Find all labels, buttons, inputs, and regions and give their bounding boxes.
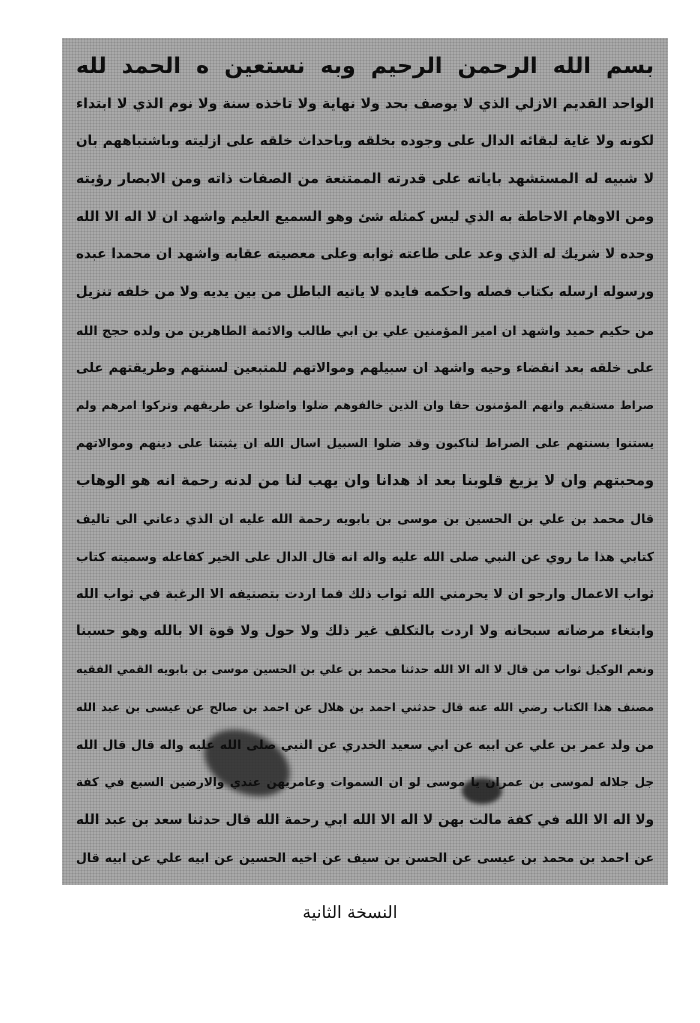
manuscript-line: من حكيم حميد واشهد ان امير المؤمنين علي بن ابي طالب والائمة الطاهرين من ولده حجج الله [76,322,654,338]
manuscript-line: بسم الله الرحمن الرحيم وبه نستعين ه الحمد لله [76,54,654,79]
manuscript-line: عن احمد بن محمد بن عيسى عن الحسن بن سيف عن اخيه الحسين عن ابيه علي عن ابيه قال [76,850,654,866]
manuscript-line: ومن الاوهام الاحاطة به الذي ليس كمثله شئ وهو السميع العليم واشهد ان لا اله الا الله [76,208,654,225]
manuscript-line: ثواب الاعمال وارجو ان لا يحرمني الله ثواب ذلك فما اردت بتصنيفه الا الرغبة في ثواب الله [76,586,654,602]
manuscript-line: صراط مستقيم وانهم المؤمنون حقا وان الذين خالفوهم ضلوا واضلوا عن طريقهم وتركوا امرهم ولم [76,398,654,413]
manuscript-line: الواحد القديم الازلي الذي لا يوصف بحد ولا نهاية ولا تاخذه سنة ولا نوم الذي لا ابتداء [76,95,654,112]
manuscript-text [76,48,654,877]
manuscript-line: ورسوله ارسله بكتاب فصله واحكمه فايده لا ياتيه الباطل من بين يديه ولا من خلفه تنزيل [76,284,654,301]
manuscript-line: كتابي هذا ما روي عن النبي صلى الله عليه واله انه قال الدال على الخير كفاعله وسميته كتاب [76,548,654,564]
manuscript-line: لا شبيه له المستشهد باياته على قدرته الممتنعة من الصفات ذاته ومن الابصار رؤيته [76,171,654,188]
figure-caption: النسخة الثانية [302,903,398,923]
manuscript-line: مصنف هذا الكتاب رضي الله عنه قال حدثني احمد بن هلال عن احمد بن صالح عن عيسى بن عبد الله [76,699,654,714]
manuscript-line: لكونه ولا غاية لبقائه الدال على وجوده بخلقه وباحداث خلقه على ازليته وباشتباههم بان [76,133,654,150]
manuscript-line: يستنوا بسنتهم على الصراط لناكبون وقد ضلوا السبيل اسال الله ان يثبتنا على دينهم وموالاتهم [76,435,654,450]
manuscript-line: ولا اله الا الله في كفة مالت بهن لا اله الا الله ابي رحمة الله قال حدثنا سعد بن عبد الله [76,811,654,828]
manuscript-page-image [62,38,668,885]
manuscript-line: ومحبتهم وان لا يزيغ قلوبنا بعد اذ هدانا وان يهب لنا من لدنه رحمة انه هو الوهاب [76,472,654,489]
manuscript-line: على خلقه بعد انقضاء وحيه واشهد ان سبيلهم وموالاتهم للمتبعين لسنتهم وطريقتهم على [76,360,654,376]
manuscript-line: وحده لا شريك له الذي وعد على طاعته ثوابه وعلى معصيته عقابه واشهد ان محمدا عبده [76,246,654,263]
manuscript-line: قال محمد بن علي بن الحسين بن موسى بن بابويه رحمة الله عليه ان الذي دعاني الى تاليف [76,511,654,527]
manuscript-line: جل جلاله لموسى بن عمران يا موسى لو ان السموات وعامريهن عندي والارضين السبع في كفة [76,775,654,790]
manuscript-line: من ولد عمر بن علي عن ابيه عن ابي سعيد الخدري عن النبي صلى الله عليه واله قال قال الله [76,737,654,753]
manuscript-line: وابتغاء مرضاته سبحانه ولا اردت بالتكلف غير ذلك ولا حول ولا قوة الا بالله وهو حسبنا [76,623,654,640]
manuscript-line: ونعم الوكيل ثواب من قال لا اله الا الله حدثنا محمد بن علي بن الحسين موسى بن بابويه القمي الفقيه [76,662,654,676]
